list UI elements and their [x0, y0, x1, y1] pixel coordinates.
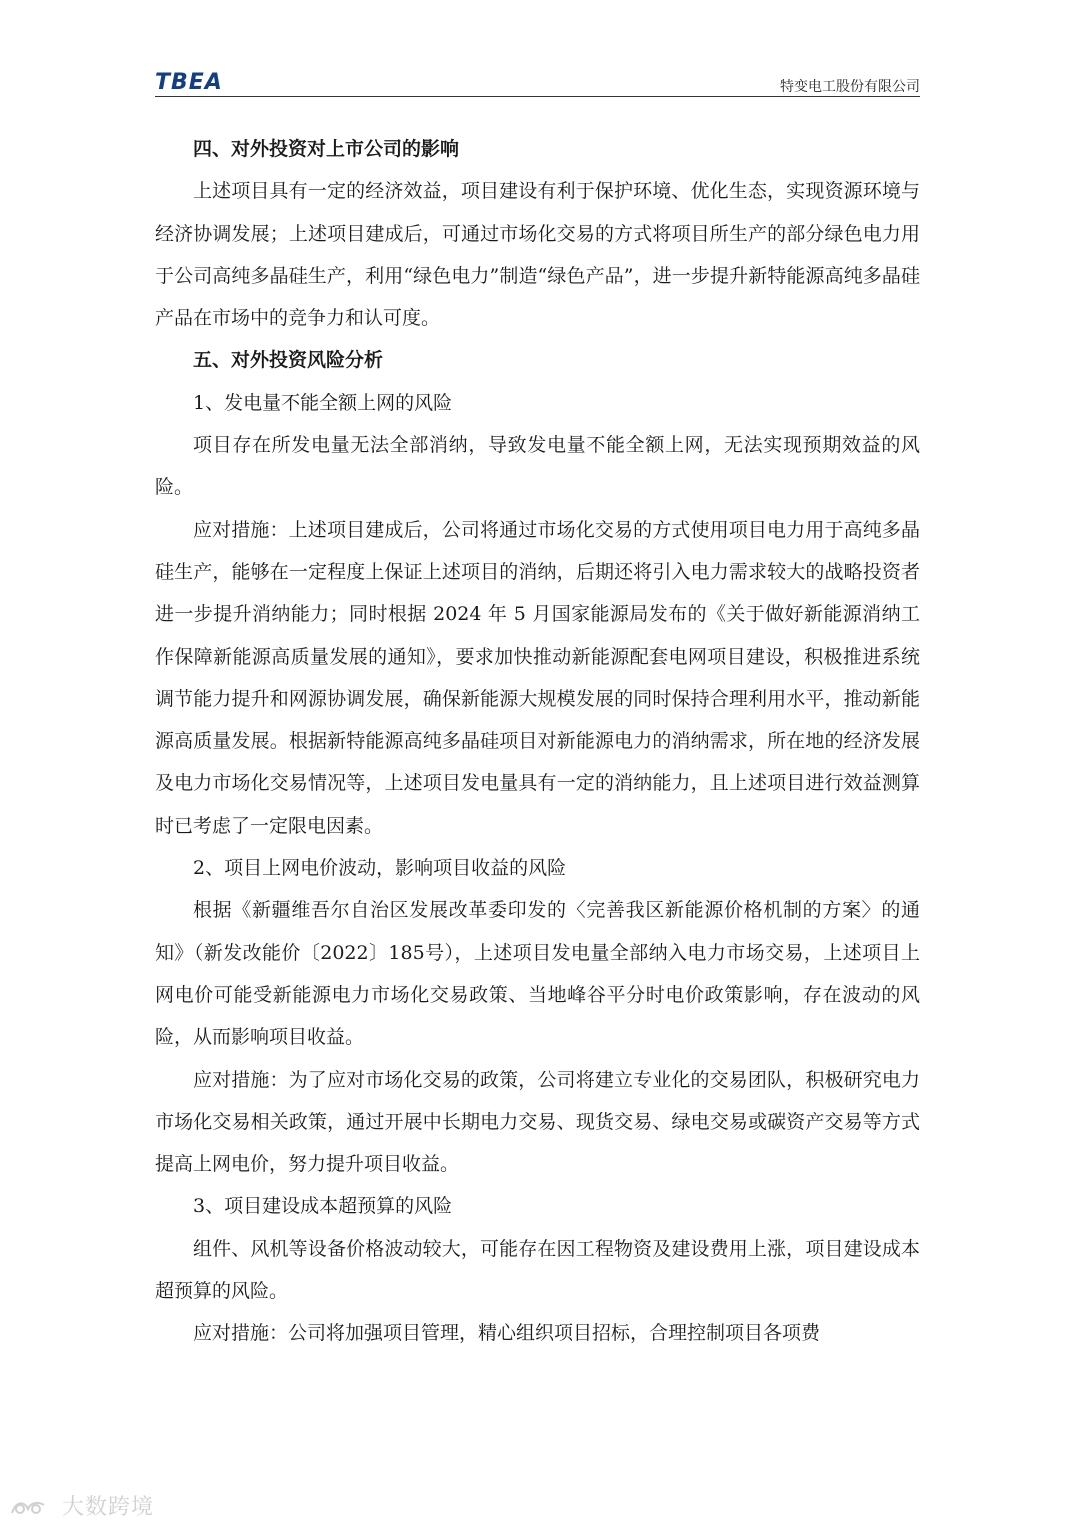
- risk-2-measure: 应对措施：为了应对市场化交易的政策，公司将建立专业化的交易团队，积极研究电力市场化交易相关政策，通过开展中长期电力交易、现货交易、绿电交易或碳资产交易等方式提高上网电价，努力提升项目收益。: [155, 1068, 920, 1176]
- risk-3-description: 组件、风机等设备价格波动较大，可能存在因工程物资及建设费用上涨，项目建设成本超预算的风险。: [155, 1237, 920, 1303]
- company-name: 特变电工股份有限公司: [780, 79, 920, 95]
- watermark-text: 大数跨境: [62, 1495, 155, 1520]
- bird-logo-icon: [8, 1497, 52, 1519]
- document-body: [155, 128, 920, 1355]
- section-5-heading: 五、对外投资风险分析: [193, 349, 384, 372]
- risk-3-title: 3、项目建设成本超预算的风险: [193, 1195, 453, 1218]
- tbea-logo: TBEA: [155, 70, 223, 95]
- risk-1-description: 项目存在所发电量无法全部消纳，导致发电量不能全额上网，无法实现预期效益的风险。: [155, 434, 920, 499]
- risk-2-description: 根据《新疆维吾尔自治区发展改革委印发的〈完善我区新能源价格机制的方案〉的通知》（新发改能价〔2022〕185号），上述项目发电量全部纳入电力市场交易，上述项目上网电价可能受新能源电力市场化交易政策、当地峰谷平分时电价政策影响，存在波动的风险，从而影响项目收益。: [155, 899, 920, 1049]
- section-4-paragraph: 上述项目具有一定的经济效益，项目建设有利于保护环境、优化生态，实现资源环境与经济协调发展；上述项目建成后，可通过市场化交易的方式将项目所生产的部分绿色电力用于公司高纯多晶硅生产，利用“绿色电力”制造“绿色产品”，进一步提升新特能源高纯多晶硅产品在市场中的竞争力和认可度。: [155, 180, 920, 330]
- risk-2-title: 2、项目上网电价波动，影响项目收益的风险: [193, 857, 567, 880]
- watermark: [8, 1490, 154, 1521]
- risk-1-measure: 应对措施：上述项目建成后，公司将通过市场化交易的方式使用项目电力用于高纯多晶硅生产，能够在一定程度上保证上述项目的消纳，后期还将引入电力需求较大的战略投资者进一步提升消纳能力；同时根据 2024 年 5 月国家能源局发布的《关于做好新能源消纳工作保障新能源高质量发展的通知》，要求加快推动新能源配套电网项目建设，积极推进系统调节能力提升和网源协调发展，确保新能源大规模发展的同时保持合理利用水平，推动新能源高质量发展。根据新特能源高纯多晶硅项目对新能源电力的消纳需求，所在地的经济发展及电力市场化交易情况等，上述项目发电量具有一定的消纳能力，且上述项目进行效益测算时已考虑了一定限电因素。: [155, 518, 920, 837]
- risk-3-measure: 应对措施：公司将加强项目管理，精心组织项目招标，合理控制项目各项费: [193, 1322, 821, 1345]
- header-divider: [155, 96, 920, 97]
- risk-1-title: 1、发电量不能全额上网的风险: [193, 391, 453, 414]
- section-4-heading: 四、对外投资对上市公司的影响: [193, 138, 460, 160]
